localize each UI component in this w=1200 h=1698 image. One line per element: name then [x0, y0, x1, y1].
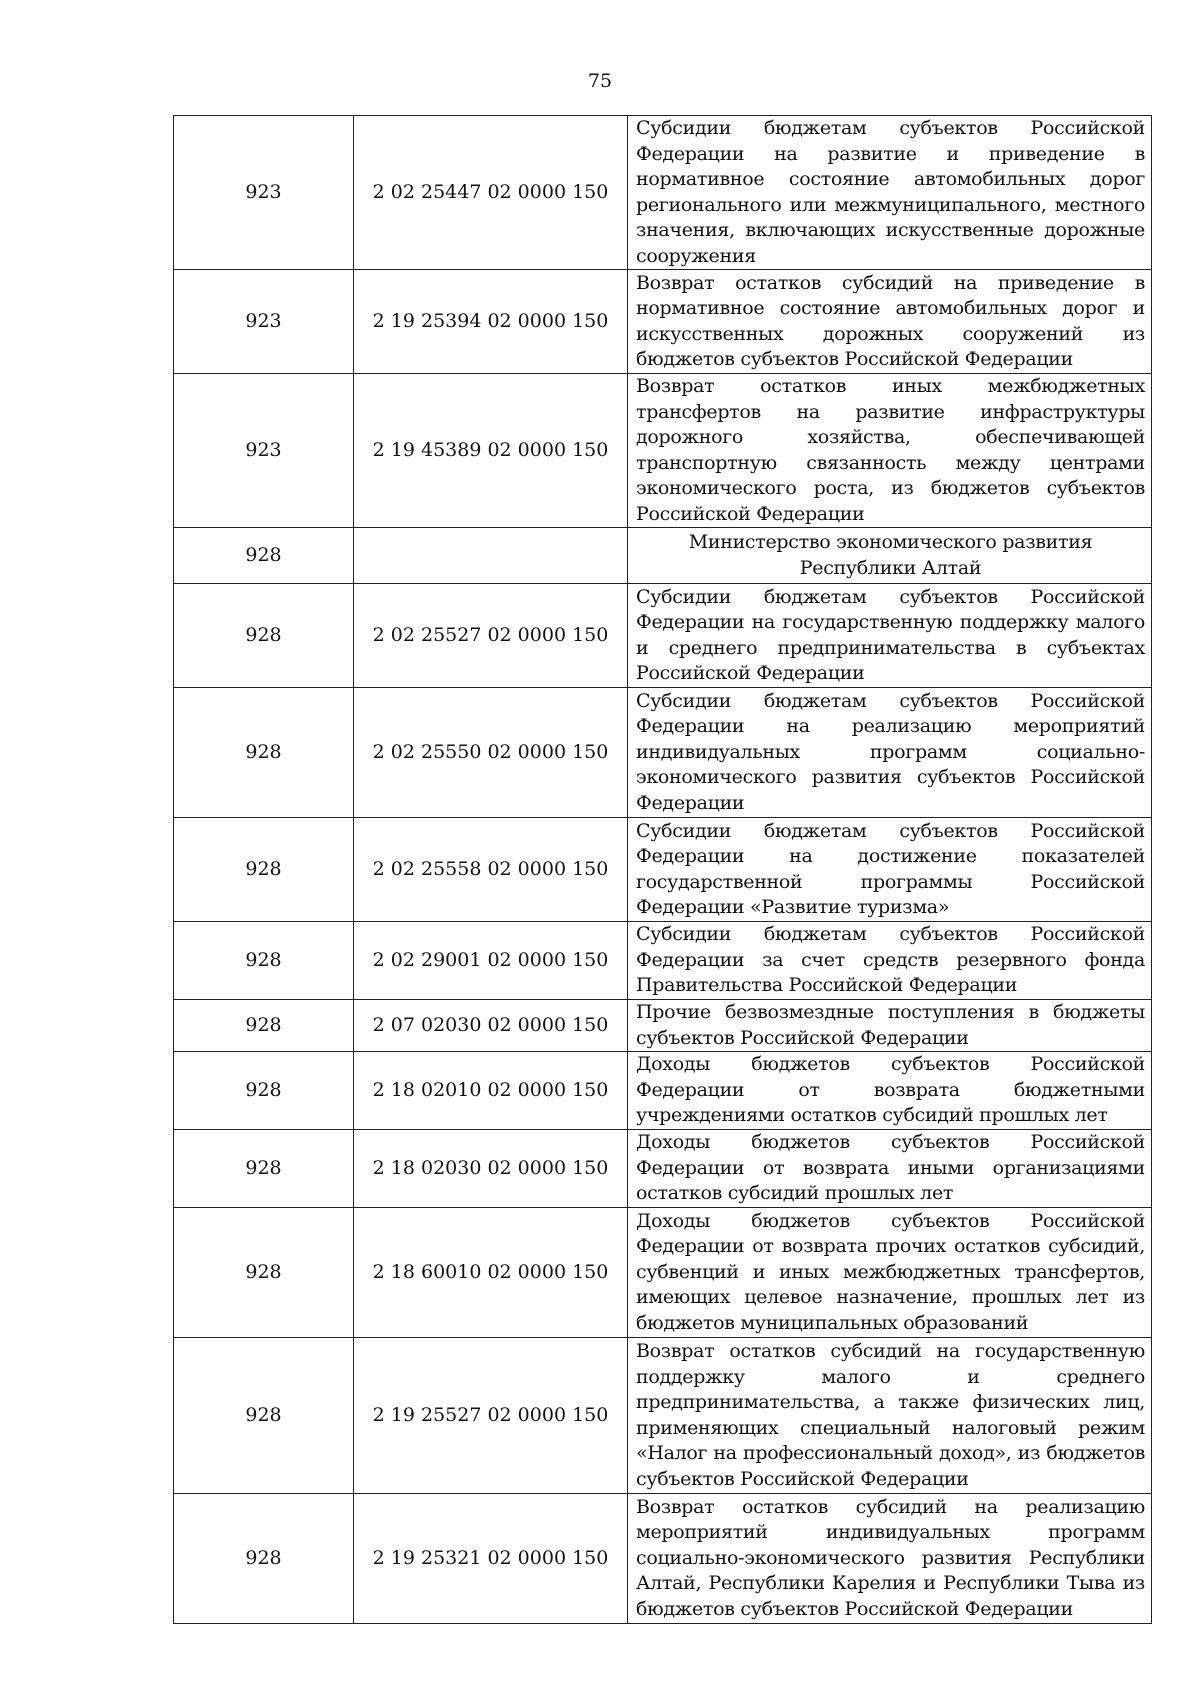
revenue-code-cell: 2 19 25321 02 0000 150 — [354, 1494, 628, 1624]
revenue-name-cell: Доходы бюджетов субъектов Российской Федерации от возврата иными организациями остатков субсидий прошлых лет — [628, 1130, 1152, 1208]
revenue-code-cell: 2 19 25394 02 0000 150 — [354, 270, 628, 374]
revenue-code-cell: 2 19 45389 02 0000 150 — [354, 374, 628, 528]
table-row — [174, 1338, 1152, 1494]
table-row — [174, 1208, 1152, 1338]
revenue-code-cell — [354, 528, 628, 584]
admin-code-cell: 928 — [174, 1208, 354, 1338]
table-row — [174, 528, 1152, 584]
revenue-name-cell: Возврат остатков субсидий на государственную поддержку малого и среднего предпринимательства, а также физических лиц, применяющих специальный налоговый режим «Налог на профессиональный доход», из бюджетов субъектов Российской Федерации — [628, 1338, 1152, 1494]
table-row — [174, 1000, 1152, 1052]
agency-heading-cell: Министерство экономического развития Республики Алтай — [628, 528, 1152, 584]
admin-code-cell: 928 — [174, 1000, 354, 1052]
revenue-code-cell: 2 02 25447 02 0000 150 — [354, 116, 628, 270]
revenue-name-cell: Субсидии бюджетам субъектов Российской Федерации на государственную поддержку малого и среднего предпринимательства в субъектах Российской Федерации — [628, 584, 1152, 688]
admin-code-cell: 928 — [174, 584, 354, 688]
table-row — [174, 922, 1152, 1000]
revenue-code-cell: 2 07 02030 02 0000 150 — [354, 1000, 628, 1052]
revenue-code-cell: 2 02 25558 02 0000 150 — [354, 818, 628, 922]
table-row — [174, 584, 1152, 688]
admin-code-cell: 928 — [174, 818, 354, 922]
revenue-name-cell: Доходы бюджетов субъектов Российской Федерации от возврата прочих остатков субсидий, субвенций и иных межбюджетных трансфертов, имеющих целевое назначение, прошлых лет из бюджетов муниципальных образований — [628, 1208, 1152, 1338]
table-row — [174, 270, 1152, 374]
revenue-name-cell: Возврат остатков иных межбюджетных трансфертов на развитие инфраструктуры дорожного хозяйства, обеспечивающей транспортную связанность между центрами экономического роста, из бюджетов субъектов Российской Федерации — [628, 374, 1152, 528]
admin-code-cell: 928 — [174, 688, 354, 818]
admin-code-cell: 928 — [174, 1494, 354, 1624]
table-row — [174, 374, 1152, 528]
admin-code-cell: 928 — [174, 528, 354, 584]
table-row — [174, 1052, 1152, 1130]
revenue-code-cell: 2 18 60010 02 0000 150 — [354, 1208, 628, 1338]
admin-code-cell: 928 — [174, 922, 354, 1000]
revenue-code-cell: 2 02 25550 02 0000 150 — [354, 688, 628, 818]
table-row — [174, 688, 1152, 818]
page-number: 75 — [587, 70, 613, 92]
admin-code-cell: 923 — [174, 374, 354, 528]
table-row — [174, 1130, 1152, 1208]
revenue-code-cell: 2 19 25527 02 0000 150 — [354, 1338, 628, 1494]
revenue-name-cell: Возврат остатков субсидий на приведение в нормативное состояние автомобильных дорог и искусственных дорожных сооружений из бюджетов субъектов Российской Федерации — [628, 270, 1152, 374]
revenue-code-cell: 2 02 25527 02 0000 150 — [354, 584, 628, 688]
admin-code-cell: 923 — [174, 270, 354, 374]
admin-code-cell: 923 — [174, 116, 354, 270]
revenue-name-cell: Субсидии бюджетам субъектов Российской Федерации на развитие и приведение в нормативное состояние автомобильных дорог регионального или межмуниципального, местного значения, включающих искусственные дорожные сооружения — [628, 116, 1152, 270]
admin-code-cell: 928 — [174, 1052, 354, 1130]
revenue-name-cell: Прочие безвозмездные поступления в бюджеты субъектов Российской Федерации — [628, 1000, 1152, 1052]
revenue-name-cell: Субсидии бюджетам субъектов Российской Федерации на реализацию мероприятий индивидуальных программ социально-экономического развития субъектов Российской Федерации — [628, 688, 1152, 818]
revenue-codes-table — [173, 115, 1152, 1624]
revenue-name-cell: Субсидии бюджетам субъектов Российской Федерации за счет средств резервного фонда Правительства Российской Федерации — [628, 922, 1152, 1000]
revenue-name-cell: Возврат остатков субсидий на реализацию мероприятий индивидуальных программ социально-экономического развития Республики Алтай, Республики Карелия и Республики Тыва из бюджетов субъектов Российской Федерации — [628, 1494, 1152, 1624]
revenue-code-cell: 2 18 02010 02 0000 150 — [354, 1052, 628, 1130]
admin-code-cell: 928 — [174, 1338, 354, 1494]
table-row — [174, 818, 1152, 922]
table-row — [174, 1494, 1152, 1624]
revenue-code-cell: 2 18 02030 02 0000 150 — [354, 1130, 628, 1208]
revenue-name-cell: Субсидии бюджетам субъектов Российской Федерации на достижение показателей государственной программы Российской Федерации «Развитие туризма» — [628, 818, 1152, 922]
admin-code-cell: 928 — [174, 1130, 354, 1208]
revenue-code-cell: 2 02 29001 02 0000 150 — [354, 922, 628, 1000]
revenue-name-cell: Доходы бюджетов субъектов Российской Федерации от возврата бюджетными учреждениями остатков субсидий прошлых лет — [628, 1052, 1152, 1130]
table-row — [174, 116, 1152, 270]
